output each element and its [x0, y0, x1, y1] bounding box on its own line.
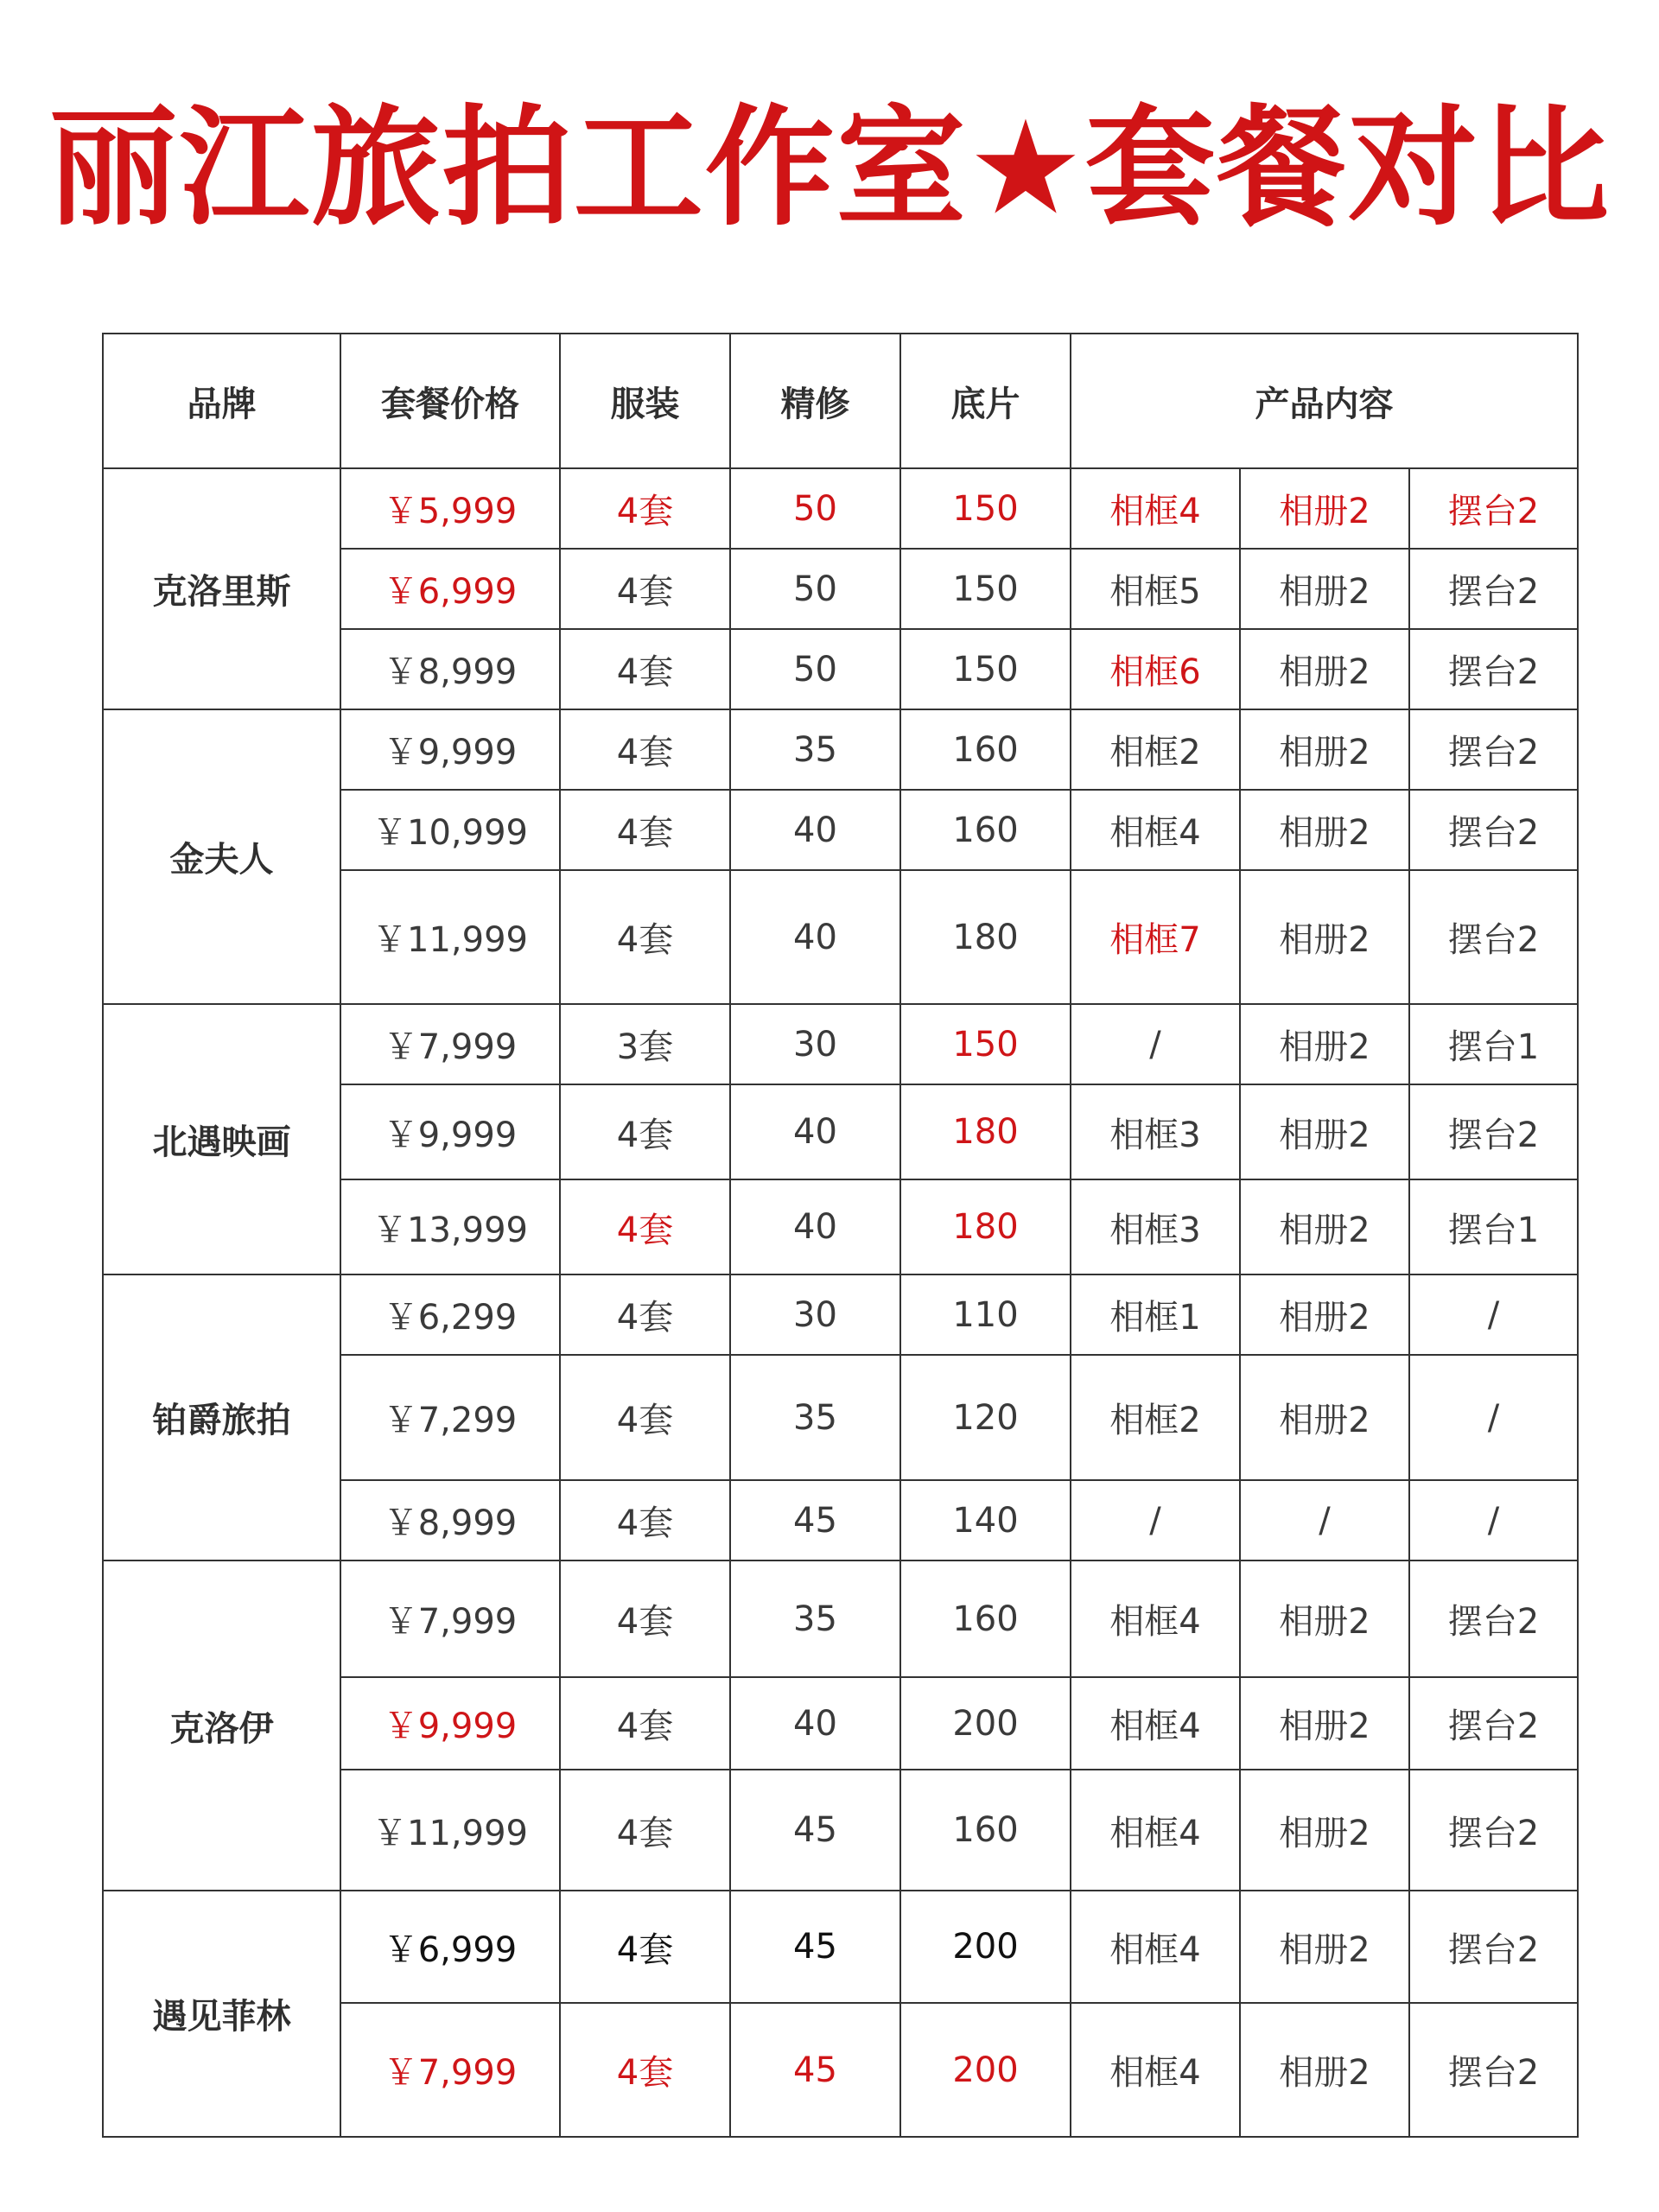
header-negatives: 底片: [900, 334, 1071, 468]
album-cell: 相册2: [1240, 1891, 1409, 2003]
negatives-cell: 200: [900, 1891, 1071, 2003]
negatives-cell: 150: [900, 549, 1071, 629]
frame-cell: /: [1071, 1480, 1240, 1560]
negatives-cell: 160: [900, 709, 1071, 790]
stand-cell: 摆台2: [1409, 1560, 1578, 1677]
frame-cell: 相框5: [1071, 549, 1240, 629]
negatives-cell: 150: [900, 629, 1071, 709]
outfits-cell: 4套: [560, 1560, 730, 1677]
outfits-cell: 4套: [560, 1891, 730, 2003]
frame-cell: 相框3: [1071, 1084, 1240, 1179]
table-row: [103, 468, 1578, 549]
price-cell: ￥6,999: [340, 549, 560, 629]
stand-cell: 摆台2: [1409, 709, 1578, 790]
retouch-cell: 40: [730, 1677, 900, 1770]
price-cell: ￥6,299: [340, 1274, 560, 1355]
album-cell: /: [1240, 1480, 1409, 1560]
outfits-cell: 4套: [560, 1179, 730, 1274]
frame-cell: 相框4: [1071, 1560, 1240, 1677]
negatives-cell: 160: [900, 790, 1071, 870]
retouch-cell: 45: [730, 2003, 900, 2137]
stand-cell: /: [1409, 1274, 1578, 1355]
retouch-cell: 45: [730, 1891, 900, 2003]
outfits-cell: 4套: [560, 709, 730, 790]
table-body: [103, 468, 1578, 2137]
stand-cell: 摆台2: [1409, 468, 1578, 549]
negatives-cell: 110: [900, 1274, 1071, 1355]
outfits-cell: 4套: [560, 1677, 730, 1770]
page-title: 丽江旅拍工作室★套餐对比: [48, 93, 1611, 244]
negatives-cell: 140: [900, 1480, 1071, 1560]
brand-cell: 北遇映画: [103, 1004, 340, 1274]
brand-cell: 遇见菲林: [103, 1891, 340, 2137]
frame-cell: 相框4: [1071, 1770, 1240, 1891]
outfits-cell: 4套: [560, 629, 730, 709]
album-cell: 相册2: [1240, 629, 1409, 709]
price-cell: ￥7,999: [340, 2003, 560, 2137]
header-outfits: 服装: [560, 334, 730, 468]
album-cell: 相册2: [1240, 1770, 1409, 1891]
outfits-cell: 4套: [560, 1480, 730, 1560]
table-row: [103, 1891, 1578, 2003]
retouch-cell: 40: [730, 790, 900, 870]
stand-cell: 摆台2: [1409, 790, 1578, 870]
frame-cell: 相框6: [1071, 629, 1240, 709]
album-cell: 相册2: [1240, 1560, 1409, 1677]
price-cell: ￥7,999: [340, 1004, 560, 1084]
retouch-cell: 40: [730, 1179, 900, 1274]
album-cell: 相册2: [1240, 1355, 1409, 1480]
price-cell: ￥11,999: [340, 1770, 560, 1891]
stand-cell: 摆台2: [1409, 1770, 1578, 1891]
stand-cell: 摆台2: [1409, 870, 1578, 1004]
package-comparison-table: [102, 333, 1579, 2138]
retouch-cell: 40: [730, 1084, 900, 1179]
retouch-cell: 50: [730, 468, 900, 549]
price-cell: ￥13,999: [340, 1179, 560, 1274]
frame-cell: 相框2: [1071, 1355, 1240, 1480]
brand-cell: 克洛伊: [103, 1560, 340, 1891]
negatives-cell: 150: [900, 1004, 1071, 1084]
outfits-cell: 3套: [560, 1004, 730, 1084]
album-cell: 相册2: [1240, 790, 1409, 870]
brand-cell: 克洛里斯: [103, 468, 340, 709]
price-cell: ￥9,999: [340, 709, 560, 790]
album-cell: 相册2: [1240, 709, 1409, 790]
table-row: [103, 709, 1578, 790]
frame-cell: /: [1071, 1004, 1240, 1084]
stand-cell: 摆台2: [1409, 1084, 1578, 1179]
stand-cell: 摆台2: [1409, 629, 1578, 709]
frame-cell: 相框4: [1071, 468, 1240, 549]
frame-cell: 相框4: [1071, 790, 1240, 870]
header-retouch: 精修: [730, 334, 900, 468]
price-cell: ￥7,999: [340, 1560, 560, 1677]
negatives-cell: 150: [900, 468, 1071, 549]
outfits-cell: 4套: [560, 2003, 730, 2137]
price-cell: ￥9,999: [340, 1084, 560, 1179]
brand-cell: 金夫人: [103, 709, 340, 1004]
retouch-cell: 35: [730, 1355, 900, 1480]
stand-cell: 摆台2: [1409, 549, 1578, 629]
header-row: [103, 334, 1578, 468]
negatives-cell: 180: [900, 1084, 1071, 1179]
price-cell: ￥11,999: [340, 870, 560, 1004]
stand-cell: 摆台2: [1409, 1891, 1578, 2003]
frame-cell: 相框4: [1071, 1891, 1240, 2003]
retouch-cell: 35: [730, 1560, 900, 1677]
album-cell: 相册2: [1240, 549, 1409, 629]
retouch-cell: 30: [730, 1004, 900, 1084]
outfits-cell: 4套: [560, 468, 730, 549]
album-cell: 相册2: [1240, 1274, 1409, 1355]
album-cell: 相册2: [1240, 1677, 1409, 1770]
retouch-cell: 30: [730, 1274, 900, 1355]
negatives-cell: 180: [900, 870, 1071, 1004]
album-cell: 相册2: [1240, 2003, 1409, 2137]
frame-cell: 相框3: [1071, 1179, 1240, 1274]
outfits-cell: 4套: [560, 1355, 730, 1480]
frame-cell: 相框4: [1071, 2003, 1240, 2137]
stand-cell: 摆台1: [1409, 1179, 1578, 1274]
outfits-cell: 4套: [560, 549, 730, 629]
price-cell: ￥8,999: [340, 629, 560, 709]
frame-cell: 相框1: [1071, 1274, 1240, 1355]
price-cell: ￥8,999: [340, 1480, 560, 1560]
stand-cell: /: [1409, 1480, 1578, 1560]
album-cell: 相册2: [1240, 1179, 1409, 1274]
retouch-cell: 50: [730, 549, 900, 629]
negatives-cell: 200: [900, 1677, 1071, 1770]
price-cell: ￥10,999: [340, 790, 560, 870]
negatives-cell: 180: [900, 1179, 1071, 1274]
frame-cell: 相框4: [1071, 1677, 1240, 1770]
album-cell: 相册2: [1240, 468, 1409, 549]
stand-cell: /: [1409, 1355, 1578, 1480]
price-cell: ￥5,999: [340, 468, 560, 549]
header-price: 套餐价格: [340, 334, 560, 468]
stand-cell: 摆台1: [1409, 1004, 1578, 1084]
brand-cell: 铂爵旅拍: [103, 1274, 340, 1560]
table-row: [103, 1560, 1578, 1677]
stand-cell: 摆台2: [1409, 2003, 1578, 2137]
retouch-cell: 45: [730, 1770, 900, 1891]
price-cell: ￥7,299: [340, 1355, 560, 1480]
table-row: [103, 1274, 1578, 1355]
retouch-cell: 35: [730, 709, 900, 790]
outfits-cell: 4套: [560, 790, 730, 870]
album-cell: 相册2: [1240, 870, 1409, 1004]
album-cell: 相册2: [1240, 1004, 1409, 1084]
negatives-cell: 160: [900, 1770, 1071, 1891]
negatives-cell: 120: [900, 1355, 1071, 1480]
table-row: [103, 1004, 1578, 1084]
header-products: 产品内容: [1071, 334, 1578, 468]
frame-cell: 相框2: [1071, 709, 1240, 790]
stand-cell: 摆台2: [1409, 1677, 1578, 1770]
price-cell: ￥6,999: [340, 1891, 560, 2003]
frame-cell: 相框7: [1071, 870, 1240, 1004]
retouch-cell: 45: [730, 1480, 900, 1560]
retouch-cell: 40: [730, 870, 900, 1004]
outfits-cell: 4套: [560, 1084, 730, 1179]
album-cell: 相册2: [1240, 1084, 1409, 1179]
outfits-cell: 4套: [560, 1770, 730, 1891]
header-brand: 品牌: [103, 334, 340, 468]
outfits-cell: 4套: [560, 1274, 730, 1355]
outfits-cell: 4套: [560, 870, 730, 1004]
price-cell: ￥9,999: [340, 1677, 560, 1770]
negatives-cell: 200: [900, 2003, 1071, 2137]
negatives-cell: 160: [900, 1560, 1071, 1677]
retouch-cell: 50: [730, 629, 900, 709]
